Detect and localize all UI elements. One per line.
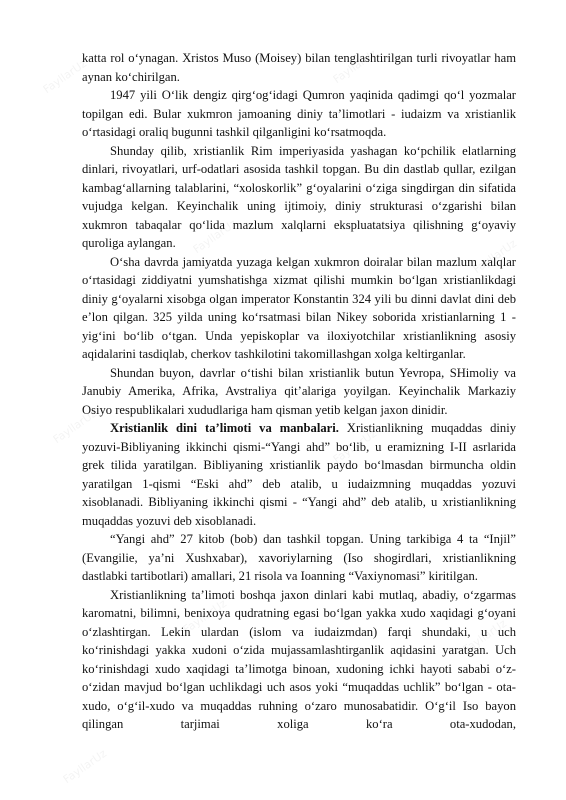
paragraph-text: Xristianlikning muqaddas diniy yozuvi-Bibliyaning ikkinchi qismi-“Yangi ahd” bo‘lib, u eramizning I-II asrlarida grek tilida yaratilgan. Bibliyaning xristianlik paydo bo‘lmasdan birmuncha oldin yaratilgan 1-qismi “Eski ahd” deb atalib, u iudaizmning muqaddas yozuvi xisoblanadi. Bibliyaning ikkinchi qismi - “Yangi ahd” deb atalib, u xristianlikning muqaddas yozuvi deb xisoblanadi. [82, 421, 517, 528]
paragraph: 1947 yili O‘lik dengiz qirg‘og‘idagi Qumron yaqinida qadimgi qo‘l yozmalar topilgan edi. Bular xukmron jamoaning diniy ta’limotlari - iudaizm va xristianlik o‘rtasidagi oraliq bugunni tashkil qilganligini ko‘rsatmoqda. [82, 88, 516, 139]
paragraph: O‘sha davrda jamiyatda yuzaga kelgan xukmron doiralar bilan mazlum xalqlar o‘rtasidagi ziddiyatni yumshatishga xizmat qilishi mumkin bo‘lgan xristianlikdagi diniy g‘oyalarni xisobga olgan imperator Konstantin 324 yili bu dinni davlat dini deb e’lon qilgan. 325 yilda uning ko‘rsatmasi bilan Nikey soborida xristianlarning 1 - yig‘ini bo‘lib o‘tgan. Unda yepiskoplar va iloxiyotchilar xristianlikning asosiy aqidalarini tasdiqlab, cherkov tashkilotini takomillashgan xolga keltirganlar. [82, 254, 516, 361]
section-heading: Xristianlik dini ta’limoti va manbalari. [110, 421, 339, 435]
paragraph: katta rol o‘ynagan. Xristos Muso (Moisey) bilan tenglashtirilgan turli rivoyatlar ham aynan ko‘chirilgan. [82, 51, 516, 84]
paragraph: Shundan buyon, davrlar o‘tishi bilan xristianlik butun Yevropa, SHimoliy va Janubiy Amerika, Afrika, Avstraliya qit’alariga yoyilgan. Keyinchalik Markaziy Osiyo respublikalari xududlariga ham qisman yetib kelgan jaxon dinidir. [82, 365, 516, 417]
paragraph: “Yangi ahd” 27 kitob (bob) dan tashkil topgan. Uning tarkibiga 4 ta “Injil” (Evangilie, ya’ni Xushxabar), xavoriylarning (Iso shogirdlari, xristianlikning dastlabki tartibotlari) amallari, 21 risola va Ioanning “Vaxiynomasi” kiritilgan. [82, 532, 516, 583]
paragraph: Xristianlikning ta’limoti boshqa jaxon dinlari kabi mutlaq, abadiy, o‘zgarmas karomatni, bilimni, benixoya qudratning egasi bo‘lgan yakka xudo xaqidagi g‘oyani o‘zlashtirgan. Lekin ulardan (islom va iudaizmdan) farqi shundaki, u uch ko‘rinishdagi yakka xudoni o‘zida mujassamlashtirganlik aqidasini yaratgan. Uch ko‘rinishdagi xudo xaqidagi ta’limotga binoan, xudoning ichki hayoti sababi o‘z-o‘zidan mavjud bo‘lgan uchlikdagi uch asos yoki “muqaddas uchlik” bo‘lgan - ota-xudo, o‘g‘il-xudo va muqaddas ruhning o‘zaro munosabatidir. O‘g‘il Iso bayon qilingan tarjimai xoliga ko‘ra ota-xudodan, [82, 587, 516, 731]
paragraph: Shunday qilib, xristianlik Rim imperiyasida yashagan ko‘pchilik elatlarning dinlari, rivoyatlari, urf-odatlari asosida tashkil topgan. Bu din dastlab qullar, ezilgan kambag‘allarning talablarini, “xoloskorlik” g‘oyalarini o‘ziga singdirgan din sifatida vujudga kelgan. Keyinchalik uning ijtimoiy, diniy strukturasi o‘zgarishi bilan xukmron tabaqalar qo‘lida mazlum xalqlarni ekspluatatsiya qilishning g‘oyaviy quroliga aylangan. [82, 143, 516, 250]
body-text [82, 49, 516, 734]
paragraph [82, 419, 516, 530]
watermark [61, 747, 109, 786]
